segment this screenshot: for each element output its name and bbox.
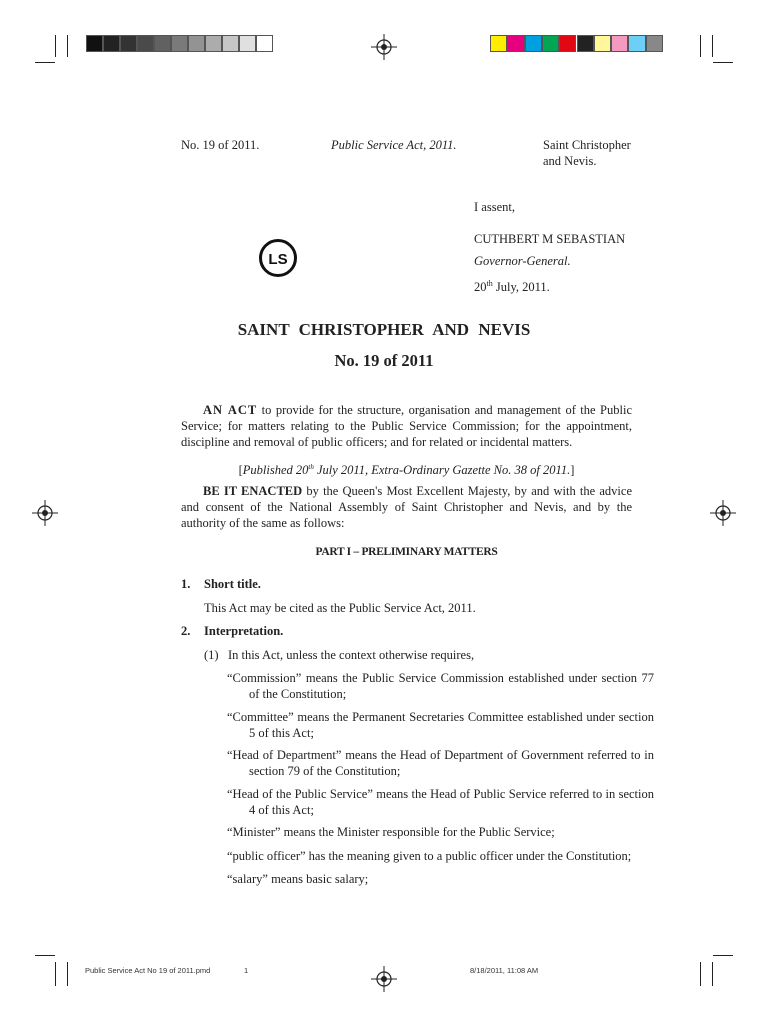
publication-suffix: th — [308, 463, 314, 471]
color-swatch — [646, 35, 663, 52]
section-number: 1. — [181, 577, 191, 591]
section-heading: Interpretation. — [204, 624, 284, 638]
preamble-paragraph — [181, 402, 632, 450]
ls-seal-icon — [258, 238, 298, 278]
definition-item: “Commission” means the Public Service Commission established under section 77 of the Constitution; — [227, 671, 654, 701]
definition-item: “Minister” means the Minister responsible for the Public Service; — [227, 825, 555, 839]
color-swatch — [594, 35, 611, 52]
part-heading: PART I – PRELIMINARY MATTERS — [315, 546, 498, 558]
header-country-line2: and Nevis. — [543, 154, 597, 168]
slug-timestamp: 8/18/2011, 11:08 AM — [470, 966, 539, 975]
section-number: 2. — [181, 624, 191, 638]
bracket-open: [ — [238, 463, 243, 478]
crop-mark — [55, 35, 56, 57]
registration-mark-icon — [371, 966, 397, 992]
preamble-text: to provide for the structure, organisation and management of the Public Service; for matters relating to the Public Service Commission; for the appointment, discipline and removal of public officers; and for related or incidental matters. — [181, 403, 632, 449]
preamble-lead: AN ACT — [203, 403, 258, 417]
registration-mark-icon — [710, 500, 736, 526]
crop-mark — [35, 62, 55, 63]
color-swatch — [525, 35, 542, 52]
crop-mark — [700, 35, 701, 57]
registration-mark-icon — [371, 34, 397, 60]
color-swatch — [256, 35, 273, 52]
publication-part2: July 2011, Extra-Ordinary Gazette No. 38 of 2011. — [313, 463, 571, 478]
crop-mark — [55, 962, 56, 986]
section-body: (1) In this Act, unless the context otherwise requires, — [204, 648, 475, 662]
governor-name: CUTHBERT M SEBASTIAN — [474, 232, 626, 246]
enacting-paragraph — [181, 483, 632, 531]
registration-mark-icon — [32, 500, 58, 526]
enacting-lead: BE IT ENACTED — [203, 484, 303, 498]
definition-item: “Head of Department” means the Head of Department of Government referred to in section 79 of the Constitution; — [227, 748, 654, 778]
governor-title: Governor-General. — [474, 254, 571, 268]
assent-date-suffix: th — [486, 279, 493, 288]
definition-item: “salary” means basic salary; — [227, 872, 369, 886]
crop-mark — [67, 962, 68, 986]
assent-date-day: 20 — [474, 280, 487, 295]
color-swatch — [559, 35, 576, 52]
color-swatch — [154, 35, 171, 52]
color-swatch — [542, 35, 559, 52]
document-title: SAINT CHRISTOPHER AND NEVIS — [237, 320, 531, 339]
color-swatch — [239, 35, 256, 52]
color-swatch — [611, 35, 628, 52]
definition-item: “public officer” has the meaning given to a public officer under the Constitution; — [227, 849, 632, 863]
crop-mark — [712, 35, 713, 57]
section-body: This Act may be cited as the Public Service Act, 2011. — [204, 601, 476, 615]
section-heading: Short title. — [204, 577, 261, 591]
crop-mark — [700, 962, 701, 986]
color-swatch — [120, 35, 137, 52]
bracket-close: ] — [570, 463, 575, 478]
color-swatch — [205, 35, 222, 52]
color-swatch — [507, 35, 524, 52]
enacting-text: by the Queen's Most Excellent Majesty, by and with the advice and consent of the National Assembly of Saint Christopher and Nevis, and by the authority of the same as follows: — [181, 484, 632, 530]
slug-page: 1 — [244, 966, 249, 975]
act-number-title: No. 19 of 2011 — [334, 351, 434, 370]
publication-part1: Published 20 — [242, 463, 309, 478]
color-swatch — [137, 35, 154, 52]
color-swatch — [188, 35, 205, 52]
header-act-title: Public Service Act, 2011. — [331, 138, 457, 152]
svg-text:LS: LS — [268, 251, 288, 268]
color-swatch — [222, 35, 239, 52]
header-act-number: No. 19 of 2011. — [181, 138, 260, 152]
color-swatch — [577, 35, 594, 52]
slug-filename: Public Service Act No 19 of 2011.pmd — [85, 966, 211, 975]
definition-item: “Head of the Public Service” means the Head of Public Service referred to in section 4 of this Act; — [227, 787, 654, 817]
assent-date — [474, 276, 550, 295]
assent-line: I assent, — [474, 200, 515, 214]
crop-mark — [713, 62, 733, 63]
color-swatch — [628, 35, 645, 52]
color-swatch — [490, 35, 507, 52]
color-swatch — [103, 35, 120, 52]
crop-mark — [713, 955, 733, 956]
crop-mark — [712, 962, 713, 986]
assent-date-rest: July, 2011. — [492, 280, 550, 295]
crop-mark — [67, 35, 68, 57]
color-swatch — [86, 35, 103, 52]
header-country-line1: Saint Christopher — [543, 138, 631, 152]
color-swatch — [171, 35, 188, 52]
crop-mark — [35, 955, 55, 956]
definition-item: “Committee” means the Permanent Secretaries Committee established under section 5 of this Act; — [227, 710, 654, 740]
publication-note — [0, 460, 768, 478]
